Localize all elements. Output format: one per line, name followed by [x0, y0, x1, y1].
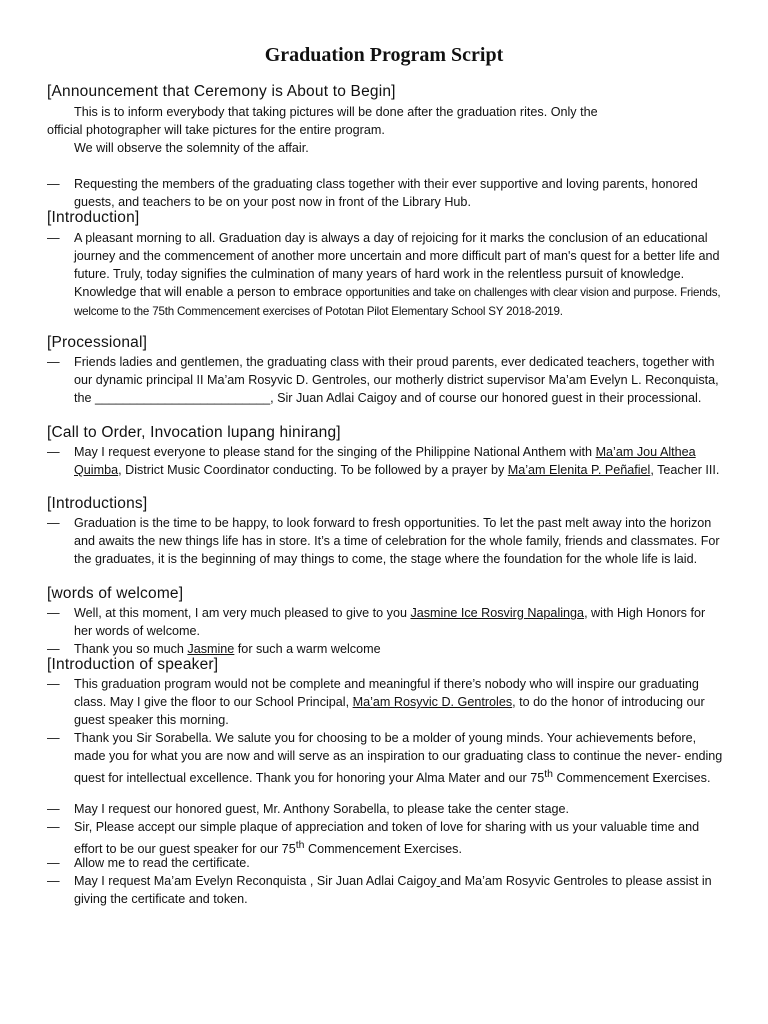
superscript: th — [544, 768, 553, 780]
bullet-text: May I request our honored guest, Mr. Anthony Sorabella, to please take the center stage. — [74, 802, 569, 816]
heading-introduction-of-speaker: [Introduction of speaker] — [47, 656, 219, 673]
text-run: Commencement Exercises. — [304, 842, 462, 857]
bullet-text — [74, 675, 723, 729]
document-title: Graduation Program Script — [264, 44, 504, 66]
text-run: May I request Ma’am Evelyn Reconquista , Sir Juan Adlai Caigoy — [74, 874, 437, 888]
underlined-name: Ma’am Jou Althea Quimba — [74, 445, 696, 477]
bullet-text-small: opportunities and take on challenges with clear vision and purpose. Friends, welcome to the 75th Commencement exercises of Pototan Pilot Elementary School SY 2018-2019. — [74, 286, 721, 318]
dash-marker: — — [47, 516, 60, 530]
paragraph-line: We will observe the solemnity of the affair. — [74, 141, 309, 155]
paragraph-line: This is to inform everybody that taking pictures will be done after the graduation rites. Only the — [74, 105, 598, 119]
bullet-text: Allow me to read the certificate. — [74, 856, 250, 870]
dash-marker: — — [47, 355, 60, 369]
bullet-item — [47, 175, 723, 211]
bullet-item — [47, 729, 723, 787]
underlined-name: Ma’am Elenita P. Peñafiel — [507, 463, 651, 477]
bullet-item — [47, 514, 723, 568]
bullet-text — [74, 872, 723, 908]
heading-introduction: [Introduction] — [47, 209, 140, 226]
bullet-text — [74, 729, 723, 787]
bullet-text: Requesting the members of the graduating class together with their ever supportive and loving parents, honored guests, and teachers to be on your post now in front of the Library Hub. — [74, 177, 698, 209]
dash-marker: — — [47, 642, 60, 656]
bullet-text — [74, 818, 723, 858]
bullet-item — [47, 229, 723, 321]
text-run: May I request everyone to please stand for the singing of the Philippine National Anthem with — [74, 445, 596, 459]
superscript: th — [295, 839, 305, 851]
underlined-name: Jasmine — [187, 642, 235, 656]
heading-call-to-order: [Call to Order, Invocation lupang hinirang] — [47, 424, 341, 441]
bullet-item — [47, 353, 723, 407]
text-run: Well, at this moment, I am very much pleased to give to you — [74, 606, 411, 620]
dash-marker: — — [47, 820, 60, 834]
text-run: , with High Honors for her words of welcome. — [74, 606, 706, 638]
dash-marker: — — [47, 606, 60, 620]
paragraph-solemnity — [47, 139, 737, 157]
bullet-text: Friends ladies and gentlemen, the graduating class with their proud parents, ever dedicated teachers, together with our dynamic principal II Ma’am Rosyvic D. Gentroles, our motherly district supervisor Ma’am Evelyn L. Reconquista, the _________________________, Sir Juan Adlai Caigoy and of course our honored guest in their processional. — [74, 355, 719, 405]
bullet-item — [47, 818, 723, 858]
heading-announcement: [Announcement that Ceremony is About to Begin] — [47, 83, 396, 100]
dash-marker: — — [47, 677, 60, 691]
dash-marker: — — [47, 802, 60, 816]
heading-words-of-welcome: [words of welcome] — [47, 585, 184, 602]
underlined-name: Jasmine Ice Rosvirg Napalinga — [410, 606, 585, 620]
text-run: This graduation program would not be complete and meaningful if there’s nobody who will inspire our graduating class. May I give the floor to our School Principal, — [74, 677, 699, 709]
dash-marker: — — [47, 177, 60, 191]
text-run: and Ma’am Rosyvic Gentroles to please assist in giving the certificate and token. — [74, 874, 712, 906]
text-run: , to do the honor of introducing our guest speaker this morning. — [74, 695, 705, 727]
text-run: , District Music Coordinator conducting. To be followed by a prayer by — [118, 463, 508, 477]
bullet-item — [47, 800, 723, 818]
bullet-item — [47, 854, 723, 872]
bullet-item — [47, 443, 723, 479]
bullet-text — [74, 604, 723, 640]
dash-marker: — — [47, 231, 60, 245]
text-run: Thank you so much — [74, 642, 188, 656]
dash-marker: — — [47, 856, 60, 870]
text-run: , Teacher III. — [650, 463, 720, 477]
bullet-text — [74, 443, 723, 479]
dash-marker: — — [47, 445, 60, 459]
text-run: Commencement Exercises. — [552, 771, 711, 786]
underlined-name: Ma’am Rosyvic D. Gentroles — [352, 695, 513, 709]
text-run: Sir, Please accept our simple plaque of appreciation and token of love for sharing with us your valuable time and effort to be our guest speaker for our 75 — [74, 820, 700, 857]
bullet-text: Graduation is the time to be happy, to look forward to fresh opportunities. To let the past melt away into the horizon and awaits the new things life has in store. It’s a time of celebration for the whole family, friends and classmates. For the graduates, it is the beginning of may things to come, the stage where the foundation for the whole life is laid. — [74, 516, 720, 566]
bullet-item — [47, 675, 723, 729]
dash-marker: — — [47, 731, 60, 745]
bullet-item — [47, 872, 723, 908]
text-run: for such a warm welcome — [234, 642, 381, 656]
paragraph-line: official photographer will take pictures for the entire program. — [47, 123, 385, 137]
paragraph-pictures-notice — [47, 103, 737, 139]
bullet-text — [74, 229, 723, 321]
heading-processional: [Processional] — [47, 334, 148, 351]
bullet-item — [47, 604, 723, 640]
text-run: Thank you Sir Sorabella. We salute you for choosing to be a molder of young minds. Your achievements before, made you for what you are now and will serve as an inspiration to our graduating class to continue the never- ending quest for intellectual excellence. Thank you for honoring your Alma Mater and our 75 — [74, 731, 723, 786]
heading-introductions: [Introductions] — [47, 495, 148, 512]
dash-marker: — — [47, 874, 60, 888]
bullet-text-part: A pleasant morning to all. Graduation day is always a day of rejoicing for it marks the conclusion of an educational journey and the commencement of another more uncertain and more difficult part of man's quest for a better life and future. Truly, today signifies the culmination of many years of hard work in the relentless pursuit of knowledge. Knowledge that will enable a person to embrace — [74, 231, 720, 299]
